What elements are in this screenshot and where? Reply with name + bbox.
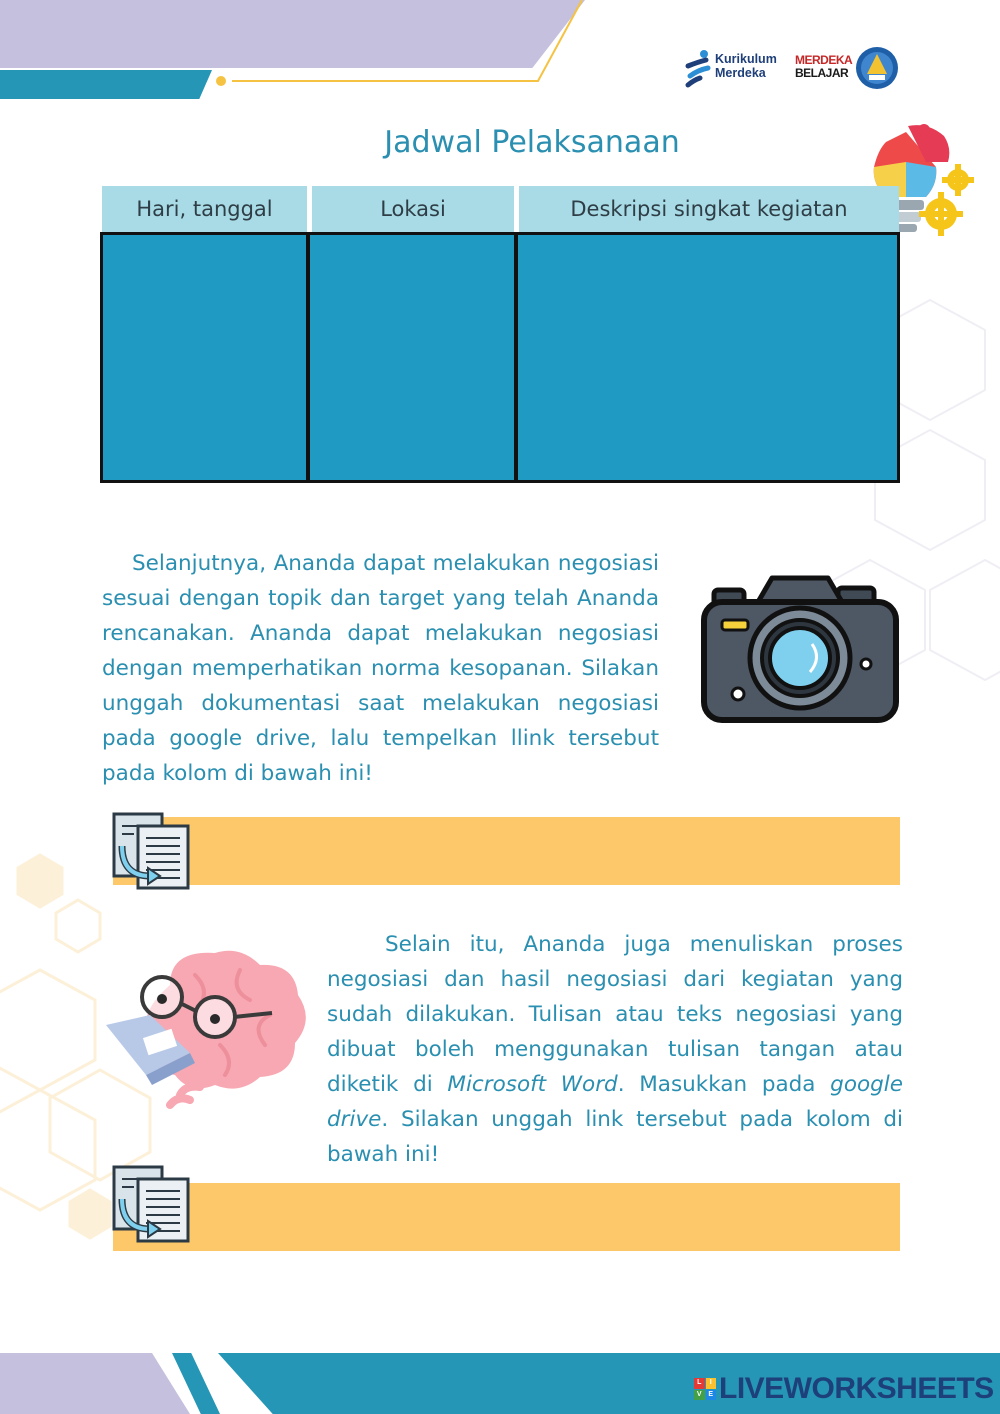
column-header-date: Hari, tanggal: [102, 186, 307, 232]
paragraph-text-part-c: . Silakan unggah link tersebut pada kolom di bawah ini!: [327, 1107, 903, 1167]
schedule-table-header: [100, 186, 900, 232]
camera-icon: [700, 572, 900, 724]
liveworksheets-brand-text: LIVEWORKSHEETS: [719, 1372, 994, 1405]
document-copy-icon: [110, 810, 192, 892]
column-header-description: Deskripsi singkat kegiatan: [519, 186, 899, 232]
microsoft-word-text: Microsoft Word: [447, 1072, 618, 1097]
cube-letter-e: E: [706, 1390, 717, 1401]
page-title: Jadwal Pelaksanaan: [384, 125, 680, 160]
logo-merdeka-text: Merdeka: [715, 66, 766, 80]
negotiation-text-link-input[interactable]: [113, 1183, 900, 1251]
merdeka-belajar-logo: [795, 54, 852, 80]
tut-wuri-handayani-logo-icon: [855, 46, 899, 90]
kurikulum-merdeka-logo-icon: [684, 48, 714, 88]
google-drive-text: google drive: [327, 1072, 903, 1132]
schedule-table-row: [100, 232, 900, 483]
cube-letter-l: L: [694, 1378, 705, 1389]
cube-letter-v: V: [694, 1390, 705, 1401]
logo-mb-line1: MERDEKA: [795, 53, 853, 67]
document-copy-icon: [110, 1163, 192, 1245]
schedule-table: [100, 186, 900, 483]
logo-mb-line2: BELAJAR: [795, 66, 849, 80]
date-input-cell[interactable]: [103, 235, 306, 480]
column-header-location: Lokasi: [312, 186, 514, 232]
header-gold-line: [0, 0, 600, 100]
negotiation-instruction-paragraph: Selanjutnya, Ananda dapat melakukan negosiasi sesuai dengan topik dan target yang telah Ananda rencanakan. Ananda dapat melakukan negosiasi dengan memperhatikan norma kesopanan. Silakan unggah dokumentasi saat melakukan negosiasi pada google drive, lalu tempelkan llink tersebut pada kolom di bawah ini!: [102, 551, 659, 786]
location-input-cell[interactable]: [310, 235, 514, 480]
brain-reading-icon: [100, 945, 310, 1115]
header-logos: [684, 46, 904, 92]
liveworksheets-cube-icon: [694, 1378, 716, 1400]
description-input-cell[interactable]: [518, 235, 897, 480]
negotiation-writing-paragraph: [327, 927, 903, 1172]
kurikulum-merdeka-logo-text: [715, 52, 777, 80]
cube-letter-i: I: [706, 1378, 717, 1389]
liveworksheets-logo[interactable]: [694, 1374, 994, 1404]
paragraph-text-part-a: Selain itu, Ananda juga menuliskan proses negosiasi dan hasil negosiasi dari kegiatan yang sudah dilakukan. Tulisan atau teks negosiasi yang dibuat boleh menggunakan tulisan tangan atau diketik di: [327, 932, 903, 1097]
paragraph-text-part-b: . Masukkan pada: [617, 1072, 831, 1097]
documentation-link-input[interactable]: [113, 817, 900, 885]
logo-kurikulum-text: Kurikulum: [715, 52, 777, 66]
